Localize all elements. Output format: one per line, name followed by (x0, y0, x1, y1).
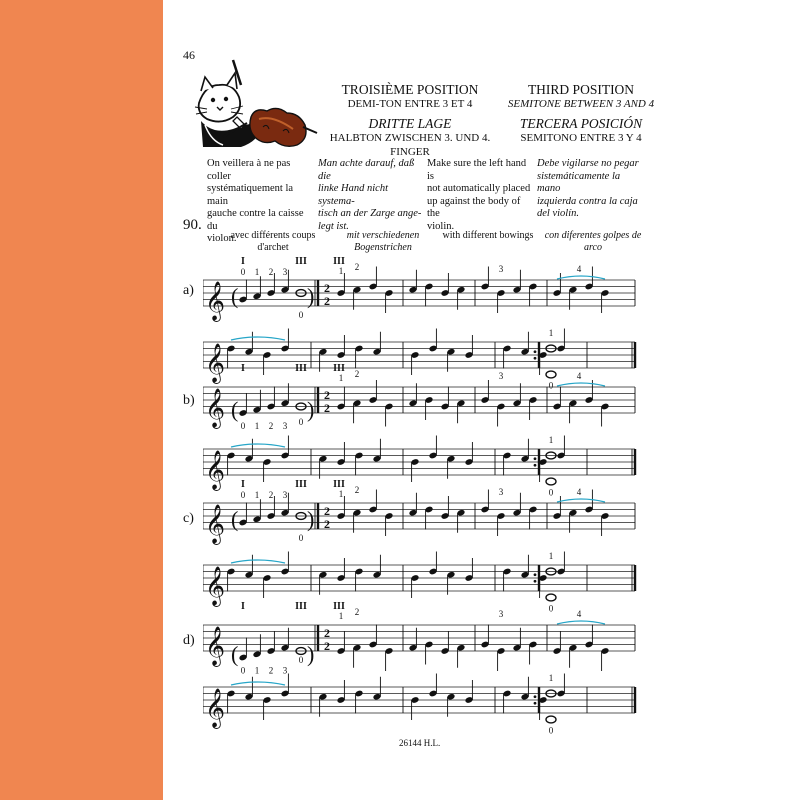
harmonic-zero: 0 (548, 603, 554, 614)
instruction-line: On veillera à ne pas coller (207, 158, 291, 182)
treble-clef-icon: 𝄞 (205, 281, 226, 321)
fingering-number: 2 (268, 490, 274, 500)
finger-number: 2 (354, 485, 360, 495)
time-signature-top: 2 (324, 504, 330, 518)
harmonic-zero: 0 (548, 725, 554, 735)
music-notation (203, 255, 643, 735)
heading-german (325, 117, 495, 159)
page-number: 46 (183, 48, 195, 62)
whole-note (546, 478, 556, 485)
harmonic-zero: 0 (298, 310, 304, 320)
finger-number: 2 (354, 607, 360, 617)
position-marker-third: III (295, 479, 307, 490)
repeat-dot (534, 457, 537, 460)
finger-number: 1 (338, 489, 344, 499)
instruction-line: izquierda contra la caja (537, 195, 638, 207)
finger-number: 4 (576, 264, 582, 274)
finger-number: 1 (338, 611, 344, 621)
instruction-line: Debe vigilarse no pegar (537, 158, 639, 169)
slur-mark (231, 444, 285, 447)
bowing-french (213, 230, 333, 254)
cat-violinist-illustration (193, 55, 318, 155)
fingering-number: 1 (254, 421, 260, 431)
repeat-dot (534, 695, 537, 698)
time-signature-top: 2 (324, 626, 330, 640)
finger-number: 3 (498, 609, 504, 619)
heading-spanish-title: TERCERA POSICIÓN (519, 116, 643, 131)
open-paren: ( (231, 397, 239, 422)
fingering-number: 0 (240, 490, 246, 500)
position-marker-third: III (295, 256, 307, 267)
finger-number: 1 (548, 673, 554, 683)
finger-number: 4 (576, 371, 582, 381)
fingering-number: 2 (268, 665, 274, 676)
finger-number: 1 (548, 435, 554, 445)
finger-number: 3 (498, 264, 504, 274)
repeat-dot (534, 357, 537, 360)
instruction-line: up against the body of the (427, 195, 521, 219)
instruction-line: Man achte darauf, daß die (318, 158, 415, 182)
heading-spanish-subtitle: SEMITONO ENTRE 3 Y 4 (520, 132, 642, 144)
heading-english-title: THIRD POSITION (527, 82, 635, 97)
finger-number: 2 (354, 369, 360, 379)
slur-mark (557, 276, 605, 279)
close-paren: ) (307, 506, 315, 532)
bowing-line: mit verschiedenen (346, 230, 420, 241)
position-marker-third: III (295, 601, 307, 612)
open-paren: ( (231, 506, 239, 532)
harmonic-zero: 0 (548, 487, 554, 498)
instruction-line: violon. (207, 233, 237, 244)
finger-number: 3 (498, 371, 504, 381)
heading-english (496, 83, 666, 111)
treble-clef-icon: 𝄞 (205, 566, 226, 606)
sheet-music-page (163, 0, 800, 800)
time-signature-bottom: 2 (324, 294, 330, 308)
finger-number: 1 (338, 266, 344, 276)
position-marker-first: I (241, 256, 245, 267)
repeat-dot (534, 580, 537, 583)
fingering-number: 2 (268, 267, 274, 277)
bowing-line: avec différents coups (230, 230, 316, 241)
heading-french (325, 83, 495, 111)
fingering-number: 1 (254, 267, 260, 277)
slur-mark (557, 499, 605, 502)
position-marker-third: III (333, 601, 345, 612)
orange-spine (0, 0, 163, 800)
whole-note (546, 594, 556, 601)
instruction-line: del violín. (537, 208, 579, 219)
fingering-number: 3 (282, 665, 288, 676)
treble-clef-icon: 𝄞 (205, 388, 226, 428)
bowing-line: arco (584, 242, 602, 253)
heading-german-title: DRITTE LAGE (368, 116, 452, 131)
treble-clef-icon: 𝄞 (205, 504, 226, 544)
instruction-line: Make sure the left hand is (427, 158, 527, 182)
position-marker-third: III (295, 363, 307, 374)
instruction-spanish (537, 158, 645, 221)
time-signature-bottom: 2 (324, 639, 330, 653)
position-marker-first: I (241, 601, 245, 612)
instruction-line: systématiquement la main (207, 183, 294, 207)
treble-clef-icon: 𝄞 (205, 450, 226, 490)
fingering-number: 0 (240, 665, 246, 676)
slur-mark (557, 383, 605, 386)
time-signature-top: 2 (324, 388, 330, 402)
instruction-line: tisch an der Zarge ange- (318, 208, 422, 219)
fingering-number: 3 (282, 267, 288, 277)
harmonic-zero: 0 (298, 655, 304, 665)
close-paren: ) (307, 283, 315, 309)
position-marker-third: III (333, 479, 345, 490)
instruction-line: not automatically placed (427, 183, 531, 194)
instruction-german (318, 158, 426, 233)
bowing-line: with different bowings (442, 230, 534, 241)
instruction-english (427, 158, 535, 233)
finger-number: 1 (338, 373, 344, 383)
position-marker-third: III (333, 363, 345, 374)
bowing-english (428, 230, 548, 242)
slur-mark (231, 560, 285, 563)
variation-label-c: c) (183, 511, 194, 526)
heading-french-title: TROISIÈME POSITION (341, 82, 479, 97)
instruction-line: legt ist. (318, 220, 349, 232)
heading-french-subtitle: DEMI-TON ENTRE 3 ET 4 (347, 98, 473, 110)
heading-spanish (496, 117, 666, 145)
whole-note (546, 716, 556, 723)
position-marker-third: III (333, 256, 345, 267)
repeat-dot (534, 350, 537, 353)
open-paren: ( (231, 641, 239, 667)
slur-mark (231, 337, 285, 340)
instruction-line: violin. (427, 220, 455, 232)
repeat-dot (534, 464, 537, 467)
repeat-dot (534, 573, 537, 576)
position-marker-first: I (241, 363, 245, 374)
finger-number: 1 (548, 328, 554, 338)
variation-label-d: d) (183, 633, 195, 648)
close-paren: ) (307, 641, 315, 667)
harmonic-zero: 0 (298, 533, 304, 543)
close-paren: ) (307, 397, 315, 422)
time-signature-top: 2 (324, 281, 330, 295)
heading-german-subtitle: HALBTON ZWISCHEN 3. UND 4. FINGER (329, 132, 491, 158)
fingering-number: 0 (240, 421, 246, 431)
fingering-number: 1 (254, 490, 260, 500)
slur-mark (557, 621, 605, 624)
harmonic-zero: 0 (298, 417, 304, 427)
repeat-dot (534, 702, 537, 705)
fingering-number: 3 (282, 490, 288, 500)
open-paren: ( (231, 283, 239, 309)
bowing-spanish (533, 230, 653, 254)
catalog-number: 26144 H.L. (399, 738, 441, 748)
fingering-number: 1 (254, 665, 260, 676)
fingering-number: 2 (268, 421, 274, 431)
instruction-line: gauche contre la caisse du (207, 208, 304, 232)
heading-english-subtitle: SEMITONE BETWEEN 3 AND 4 (507, 98, 655, 110)
finger-number: 2 (354, 262, 360, 272)
fingering-number: 0 (240, 267, 246, 277)
instruction-line: linke Hand nicht systema- (318, 183, 388, 207)
bowing-line: Bogenstrichen (354, 242, 412, 253)
bowing-line: con diferentes golpes de (544, 230, 642, 241)
time-signature-bottom: 2 (324, 401, 330, 415)
bowing-line: d'archet (257, 242, 289, 253)
bowing-german (323, 230, 443, 254)
finger-number: 4 (576, 609, 582, 619)
finger-number: 4 (576, 487, 582, 497)
time-signature-bottom: 2 (324, 517, 330, 531)
instruction-line: sistemáticamente la mano (537, 170, 621, 194)
finger-number: 3 (498, 487, 504, 497)
treble-clef-icon: 𝄞 (205, 343, 226, 383)
position-marker-first: I (241, 479, 245, 490)
whole-note (546, 371, 556, 378)
variation-label-b: b) (183, 393, 195, 408)
fingering-number: 3 (282, 421, 288, 431)
exercise-number: 90. (183, 217, 202, 233)
treble-clef-icon: 𝄞 (205, 688, 226, 728)
treble-clef-icon: 𝄞 (205, 626, 226, 666)
finger-number: 1 (548, 551, 554, 561)
variation-label-a: a) (183, 283, 194, 298)
slur-mark (231, 682, 285, 685)
harmonic-zero: 0 (548, 380, 554, 391)
